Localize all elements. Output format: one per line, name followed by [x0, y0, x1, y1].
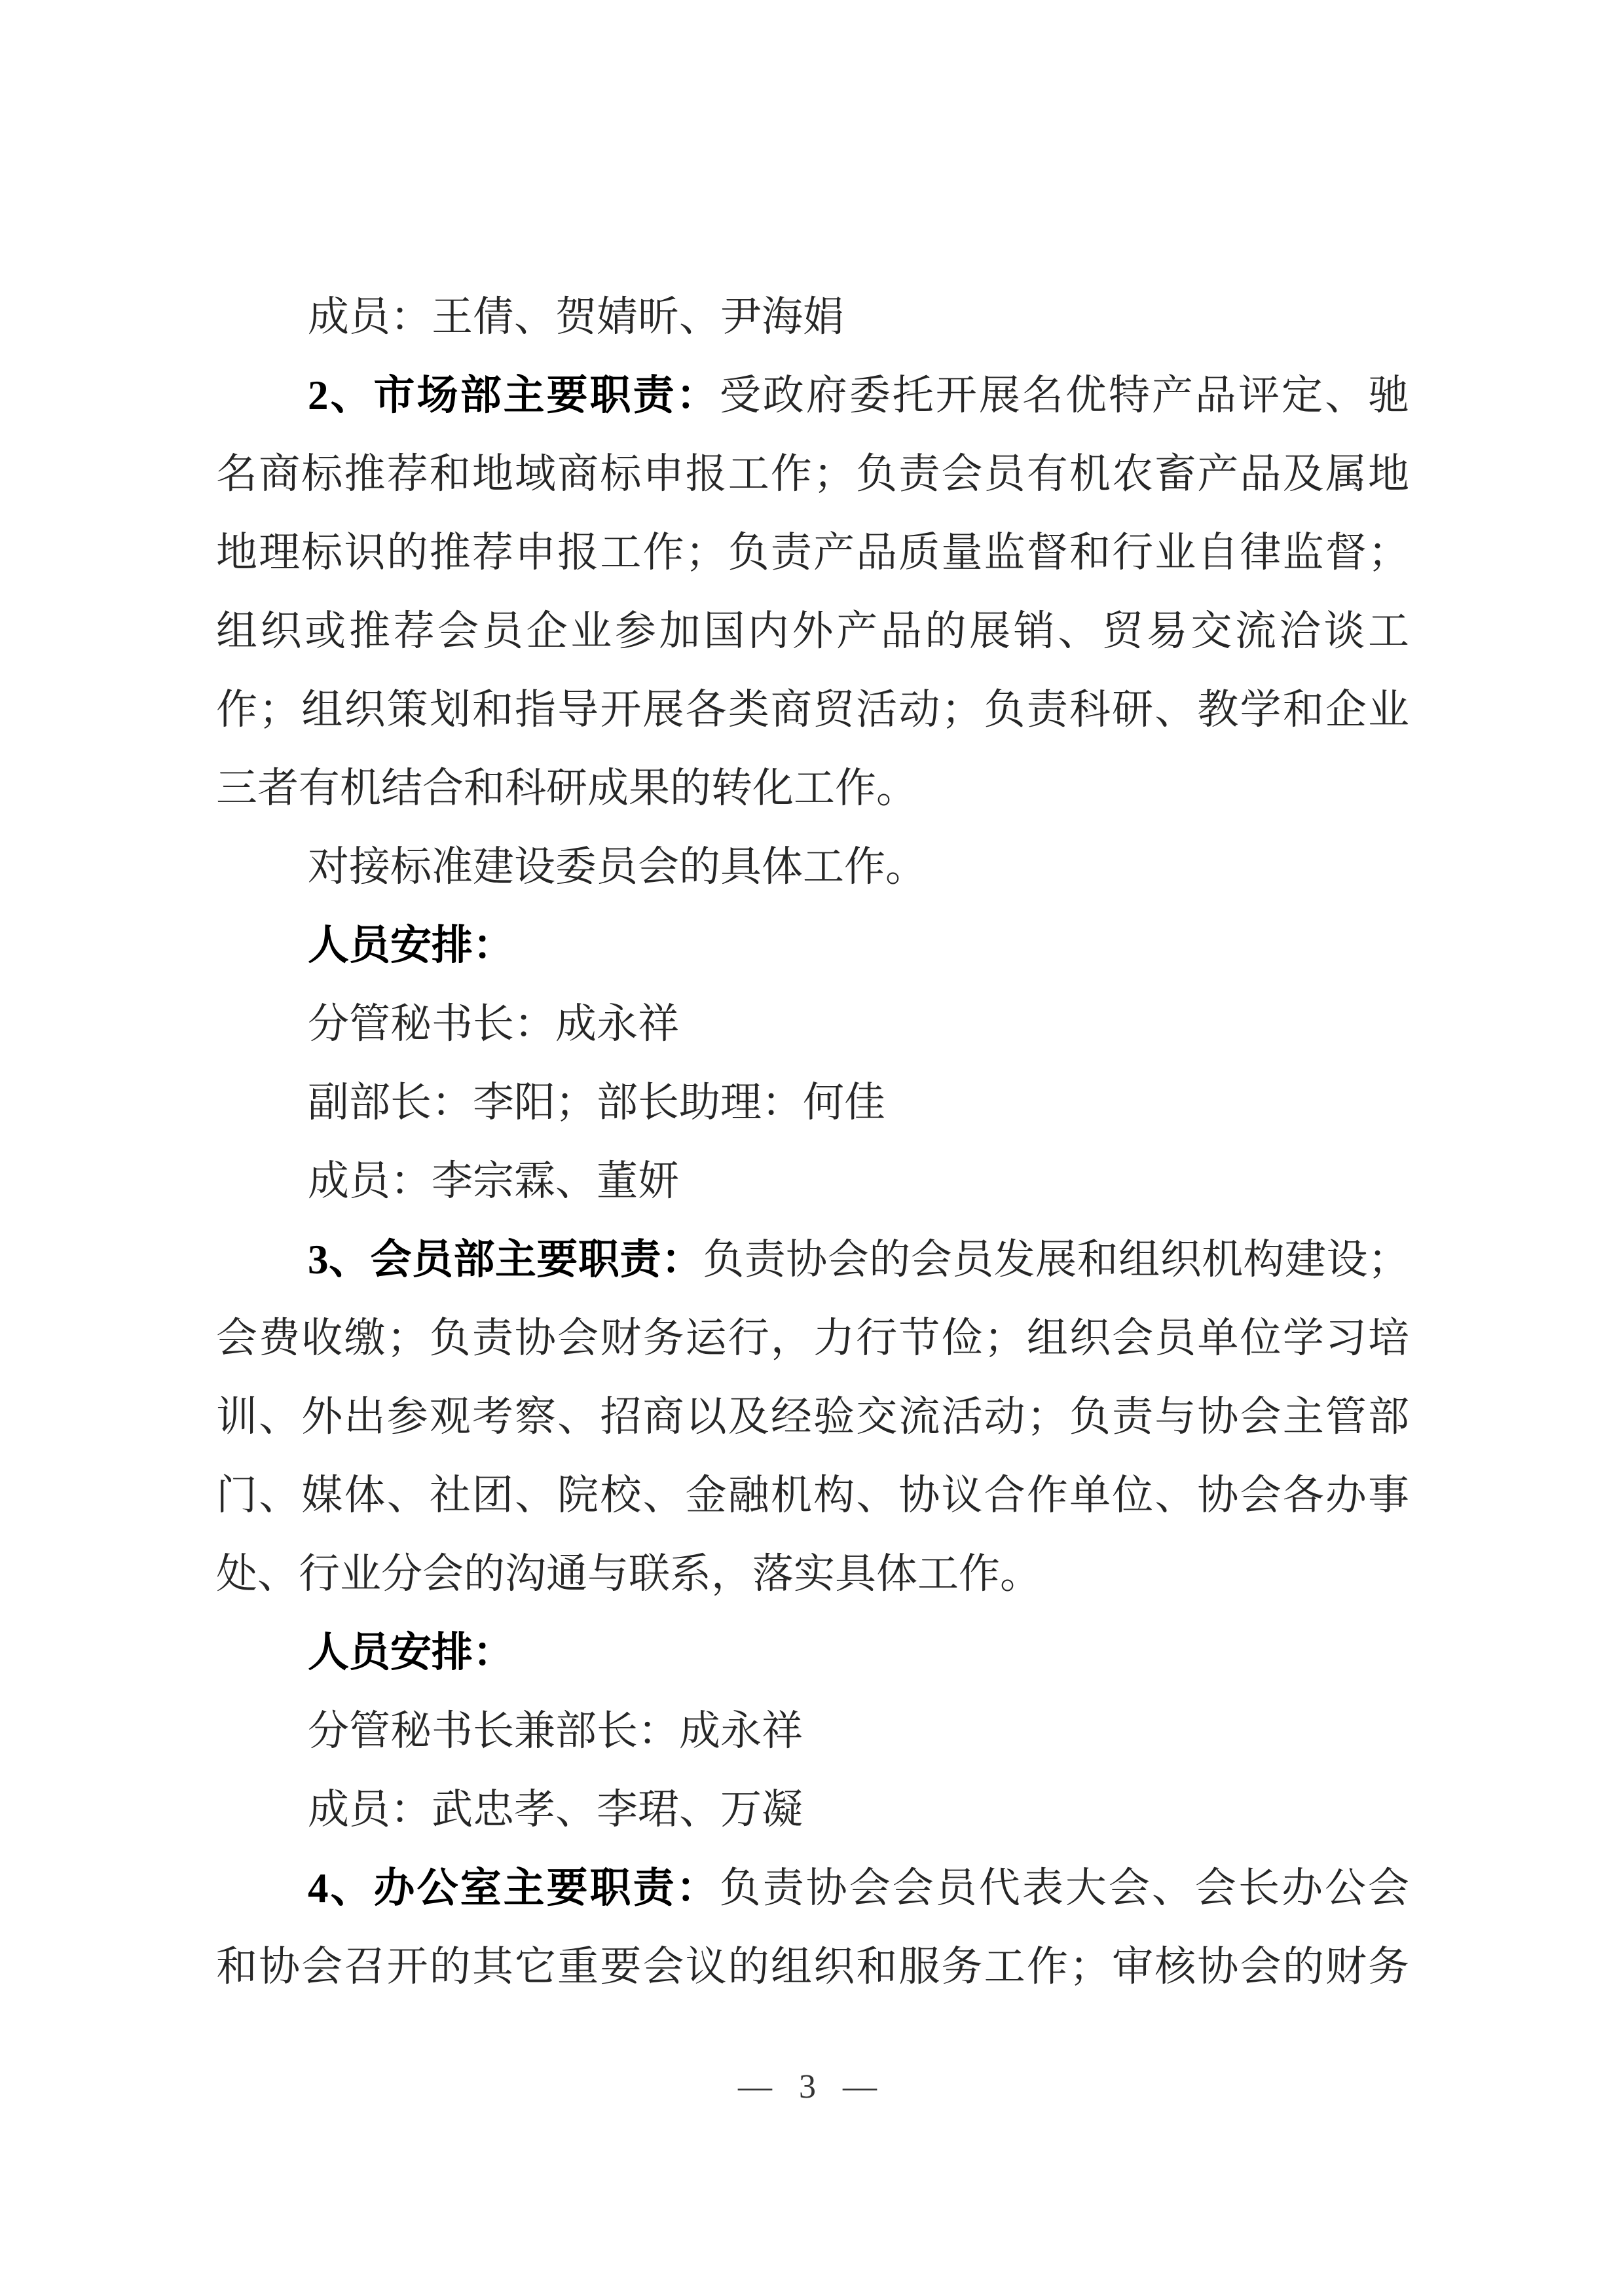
- text-line: [216, 1535, 1409, 1613]
- text-line: [216, 1299, 1409, 1377]
- section-heading-lead: 人员安排：: [308, 1630, 514, 1675]
- line-text: 分管秘书长：成永祥: [308, 1001, 679, 1047]
- page-number: — 3 —: [738, 2068, 886, 2105]
- text-line: [216, 985, 1409, 1063]
- line-text: 处、行业分会的沟通与联系，落实具体工作。: [216, 1551, 1041, 1597]
- line-text: 负责协会会员代表大会、会长办公会: [719, 1865, 1410, 1911]
- text-line: [216, 435, 1409, 513]
- text-line: [216, 1770, 1409, 1849]
- section-heading-lead: 3、会员部主要职责：: [308, 1237, 703, 1283]
- text-line: [216, 356, 1409, 435]
- line-text: 组织或推荐会员企业参加国内外产品的展销、贸易交流洽谈工: [216, 608, 1409, 654]
- line-text: 成员：李宗霖、董妍: [308, 1158, 679, 1204]
- line-text: 分管秘书长兼部长：成永祥: [308, 1708, 803, 1754]
- text-line: [216, 1063, 1409, 1142]
- document-body: [216, 278, 1409, 2006]
- text-line: [216, 1849, 1409, 1927]
- text-line: [216, 749, 1409, 828]
- line-text: 成员：王倩、贺婧昕、尹海娟: [308, 294, 844, 340]
- line-text: 训、外出参观考察、招商以及经验交流活动；负责与协会主管部: [216, 1394, 1409, 1440]
- line-text: 负责协会的会员发展和组织机构建设；: [703, 1237, 1410, 1283]
- line-text: 三者有机结合和科研成果的转化工作。: [216, 765, 917, 811]
- line-text: 成员：武忠孝、李珺、万凝: [308, 1787, 803, 1832]
- line-text: 作；组织策划和指导开展各类商贸活动；负责科研、教学和企业: [216, 687, 1409, 733]
- line-text: 门、媒体、社团、院校、金融机构、协议合作单位、协会各办事: [216, 1472, 1409, 1518]
- line-text: 名商标推荐和地域商标申报工作；负责会员有机农畜产品及属地: [216, 451, 1409, 497]
- section-heading-lead: 4、办公室主要职责：: [308, 1865, 720, 1911]
- line-text: 地理标识的推荐申报工作；负责产品质量监督和行业自律监督；: [216, 530, 1409, 575]
- text-line: [216, 1377, 1409, 1456]
- text-line: [216, 1927, 1409, 2006]
- line-text: 受政府委托开展名优特产品评定、驰: [719, 373, 1410, 418]
- text-line: [216, 278, 1409, 356]
- text-line: [216, 670, 1409, 749]
- text-line: [216, 592, 1409, 670]
- section-heading-lead: 人员安排：: [308, 922, 514, 968]
- line-text: 会费收缴；负责协会财务运行，力行节俭；组织会员单位学习培: [216, 1315, 1409, 1361]
- text-line: [216, 1142, 1409, 1220]
- line-text: 和协会召开的其它重要会议的组织和服务工作；审核协会的财务: [216, 1944, 1409, 1990]
- text-line: [216, 1613, 1409, 1692]
- line-text: 对接标准建设委员会的具体工作。: [308, 844, 927, 890]
- line-text: 副部长：李阳；部长助理：何佳: [308, 1080, 885, 1125]
- text-line: [216, 906, 1409, 985]
- text-line: [216, 1220, 1409, 1299]
- text-line: [216, 1456, 1409, 1535]
- text-line: [216, 828, 1409, 906]
- section-heading-lead: 2、市场部主要职责：: [308, 373, 720, 418]
- text-line: [216, 1692, 1409, 1770]
- text-line: [216, 513, 1409, 592]
